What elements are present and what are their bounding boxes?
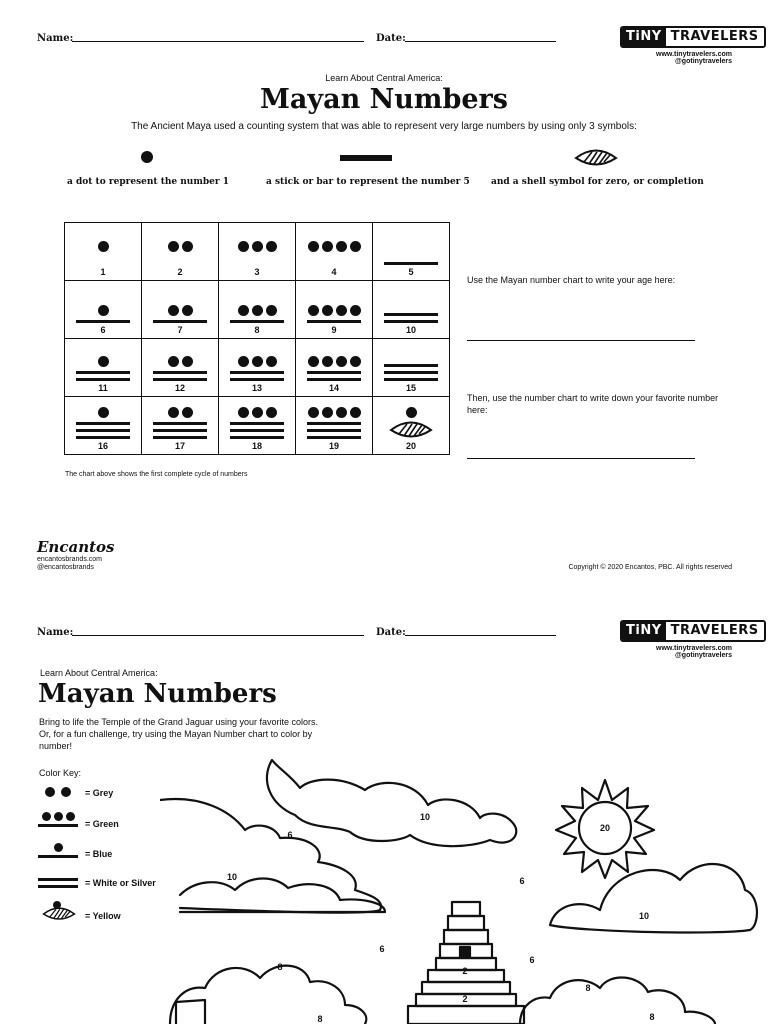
dot-icon — [350, 305, 361, 316]
temple — [408, 902, 524, 1024]
tiny-travelers-logo: TiNY TRAVELERS — [620, 620, 766, 642]
bar-icon — [153, 422, 207, 425]
bar-icon — [230, 378, 284, 381]
dot-icon — [406, 407, 417, 418]
chart-number-label: 16 — [97, 441, 108, 451]
bar-icon — [38, 855, 78, 858]
color-key-title: Color Key: — [39, 768, 82, 778]
bar-icon — [384, 313, 438, 316]
dot-icon — [322, 305, 333, 316]
bar-icon — [38, 885, 78, 888]
chart-cell — [142, 397, 219, 455]
brand-handle: @encantosbrands — [37, 564, 94, 571]
scene-number: 6 — [379, 944, 385, 954]
scene-number: 6 — [529, 955, 535, 965]
dot-symbol-label: a dot to represent the number 1 — [67, 177, 230, 187]
chart-cell — [65, 223, 142, 281]
mayan-numeral — [296, 347, 372, 383]
mayan-numeral — [65, 405, 141, 441]
cloud-lower-left — [180, 878, 385, 912]
chart-number-label: 3 — [254, 267, 260, 277]
dot-icon — [182, 407, 193, 418]
door-frame — [176, 1000, 205, 1024]
chart-number-label: 12 — [174, 383, 185, 393]
date-input-line[interactable] — [405, 635, 556, 636]
chart-caption: The chart above shows the first complete cycle of numbers — [65, 471, 248, 478]
dot-icon — [238, 407, 249, 418]
dot-icon — [252, 407, 263, 418]
bar-icon — [384, 262, 438, 265]
dot-symbol-icon — [141, 151, 153, 163]
dot-icon — [322, 407, 333, 418]
chart-number-label: 8 — [254, 325, 260, 335]
bar-symbol-label: a stick or bar to represent the number 5 — [266, 177, 470, 187]
bar-icon — [76, 436, 130, 439]
mayan-numeral — [296, 289, 372, 325]
bar-icon — [153, 429, 207, 432]
scene-number: 20 — [599, 823, 611, 833]
bar-icon — [230, 422, 284, 425]
shell-icon — [389, 419, 433, 441]
dot-icon — [336, 407, 347, 418]
dot-icon — [322, 241, 333, 252]
bar-icon — [153, 320, 207, 323]
mayan-numeral — [219, 231, 295, 267]
name-label: Name: — [37, 627, 74, 638]
bar-icon — [307, 422, 361, 425]
bar-icon — [384, 371, 438, 374]
chart-row — [65, 397, 450, 455]
dot-icon — [168, 407, 179, 418]
chart-number-label: 15 — [405, 383, 416, 393]
chart-cell — [373, 397, 450, 455]
dot-icon — [168, 241, 179, 252]
dot-icon — [61, 787, 71, 797]
age-prompt: Use the Mayan number chart to write your age here: — [467, 275, 676, 285]
chart-number-label: 1 — [100, 267, 106, 277]
dot-icon — [182, 241, 193, 252]
website-link[interactable]: www.tinytravelers.com — [656, 51, 732, 58]
chart-cell — [296, 339, 373, 397]
dot-icon — [308, 356, 319, 367]
dot-icon — [42, 812, 51, 821]
scene-number: 2 — [462, 966, 468, 976]
bar-icon — [76, 371, 130, 374]
favorite-number-answer-line[interactable] — [467, 458, 695, 459]
favorite-number-prompt: Then, use the number chart to write down your favorite number here: — [467, 393, 719, 415]
bar-icon — [230, 429, 284, 432]
shell-symbol-label: and a shell symbol for zero, or completion — [491, 177, 704, 187]
scene-number: 8 — [277, 962, 283, 972]
dot-icon — [45, 787, 55, 797]
dot-icon — [252, 305, 263, 316]
mayan-numeral — [142, 289, 218, 325]
dot-icon — [98, 407, 109, 418]
page-kicker: Learn About Central America: — [40, 668, 158, 678]
dot-icon — [98, 356, 109, 367]
bar-icon — [307, 378, 361, 381]
bar-icon — [76, 422, 130, 425]
mayan-numeral — [142, 405, 218, 441]
cloud-top — [267, 760, 516, 846]
chart-number-label: 13 — [251, 383, 262, 393]
mayan-numeral — [373, 289, 449, 325]
dot-icon — [182, 356, 193, 367]
chart-number-label: 18 — [251, 441, 262, 451]
bar-icon — [384, 364, 438, 367]
bar-icon — [230, 320, 284, 323]
dot-icon — [266, 356, 277, 367]
dot-icon — [336, 356, 347, 367]
chart-cell — [142, 339, 219, 397]
chart-cell — [65, 339, 142, 397]
encantos-logo: Encantos — [37, 538, 115, 556]
mayan-numeral — [65, 289, 141, 325]
chart-number-label: 4 — [331, 267, 337, 277]
dot-icon — [53, 901, 61, 909]
bar-icon — [230, 371, 284, 374]
bar-icon — [153, 378, 207, 381]
dot-icon — [252, 356, 263, 367]
name-label: Name: — [37, 33, 74, 44]
website-link[interactable]: www.tinytravelers.com — [656, 645, 732, 652]
dot-icon — [98, 305, 109, 316]
dot-icon — [168, 305, 179, 316]
dot-icon — [336, 305, 347, 316]
dot-icon — [98, 241, 109, 252]
mayan-numeral — [219, 405, 295, 441]
mayan-number-chart — [64, 222, 450, 455]
chart-cell — [219, 281, 296, 339]
scene-number: 8 — [317, 1014, 323, 1024]
scene-number: 10 — [419, 812, 431, 822]
page-title: Mayan Numbers — [38, 679, 277, 709]
intro-text: The Ancient Maya used a counting system that was able to represent very large numbers by using only 3 symbols: — [131, 121, 637, 132]
mayan-numeral — [373, 405, 449, 441]
mayan-numeral — [296, 405, 372, 441]
chart-number-label: 19 — [328, 441, 339, 451]
dot-icon — [238, 305, 249, 316]
social-handle: @gotinytravelers — [674, 58, 732, 65]
bar-icon — [307, 371, 361, 374]
dot-icon — [308, 241, 319, 252]
dot-icon — [182, 305, 193, 316]
chart-row — [65, 339, 450, 397]
date-label: Date: — [376, 33, 406, 44]
temple-coloring-scene[interactable] — [160, 750, 760, 1024]
intro-text: Bring to life the Temple of the Grand Jaguar using your favorite colors. Or, for a fun challenge, try using the Mayan Number chart to color by number! — [39, 717, 318, 751]
date-label: Date: — [376, 627, 406, 638]
bush-left — [170, 966, 366, 1024]
name-input-line[interactable] — [72, 41, 364, 42]
chart-number-label: 7 — [177, 325, 183, 335]
scene-number: 8 — [649, 1012, 655, 1022]
dot-icon — [350, 407, 361, 418]
dot-icon — [238, 241, 249, 252]
mayan-numeral — [296, 231, 372, 267]
dot-icon — [66, 812, 75, 821]
chart-row — [65, 281, 450, 339]
chart-number-label: 5 — [408, 267, 414, 277]
dot-icon — [322, 356, 333, 367]
scene-number: 6 — [519, 876, 525, 886]
chart-number-label: 9 — [331, 325, 337, 335]
scene-number: 8 — [585, 983, 591, 993]
bar-icon — [76, 320, 130, 323]
name-input-line[interactable] — [72, 635, 364, 636]
bar-icon — [384, 320, 438, 323]
dot-icon — [308, 407, 319, 418]
dot-icon — [238, 356, 249, 367]
copyright-text: Copyright © 2020 Encantos, PBC. All rights reserved — [568, 564, 732, 571]
bar-icon — [153, 436, 207, 439]
chart-cell — [373, 281, 450, 339]
bar-icon — [153, 371, 207, 374]
scene-number: 6 — [287, 830, 293, 840]
chart-cell — [219, 223, 296, 281]
bar-symbol-icon — [340, 155, 392, 161]
chart-cell — [142, 281, 219, 339]
mayan-numeral — [373, 231, 449, 267]
chart-cell — [296, 223, 373, 281]
bar-icon — [307, 320, 361, 323]
chart-cell — [65, 397, 142, 455]
date-input-line[interactable] — [405, 41, 556, 42]
cloud-left — [160, 799, 381, 913]
cloud-right — [550, 864, 757, 932]
scene-number: 2 — [462, 994, 468, 1004]
mayan-numeral — [219, 289, 295, 325]
chart-number-label: 11 — [98, 383, 108, 393]
mayan-numeral — [142, 347, 218, 383]
chart-cell — [219, 339, 296, 397]
dot-icon — [350, 356, 361, 367]
page-kicker: Learn About Central America: — [325, 73, 443, 83]
social-handle: @gotinytravelers — [674, 652, 732, 659]
chart-cell — [296, 281, 373, 339]
bar-icon — [307, 429, 361, 432]
dot-icon — [266, 305, 277, 316]
mayan-numeral — [65, 347, 141, 383]
bar-icon — [38, 824, 78, 827]
chart-number-label: 2 — [177, 267, 183, 277]
page-title: Mayan Numbers — [260, 84, 508, 115]
scene-number: 10 — [638, 911, 650, 921]
chart-cell — [373, 223, 450, 281]
shell-symbol-icon — [574, 147, 618, 169]
mayan-numeral — [219, 347, 295, 383]
mayan-numeral — [65, 231, 141, 267]
dot-icon — [54, 843, 63, 852]
dot-icon — [336, 241, 347, 252]
bar-icon — [76, 378, 130, 381]
chart-cell — [219, 397, 296, 455]
dot-icon — [168, 356, 179, 367]
scene-number: 10 — [226, 872, 238, 882]
dot-icon — [54, 812, 63, 821]
dot-icon — [266, 407, 277, 418]
chart-number-label: 10 — [405, 325, 416, 335]
chart-cell — [142, 223, 219, 281]
dot-icon — [350, 241, 361, 252]
tiny-travelers-logo: TiNY TRAVELERS — [620, 26, 766, 48]
bar-icon — [307, 436, 361, 439]
chart-cell — [373, 339, 450, 397]
chart-number-label: 14 — [328, 383, 339, 393]
bar-icon — [76, 429, 130, 432]
bar-icon — [384, 378, 438, 381]
chart-number-label: 6 — [100, 325, 106, 335]
dot-icon — [308, 305, 319, 316]
chart-number-label: 20 — [405, 441, 416, 451]
bar-icon — [38, 878, 78, 881]
chart-cell — [65, 281, 142, 339]
chart-cell — [296, 397, 373, 455]
chart-number-label: 17 — [174, 441, 185, 451]
bar-icon — [230, 436, 284, 439]
age-answer-line[interactable] — [467, 340, 695, 341]
brand-website[interactable]: encantosbrands.com — [37, 556, 102, 563]
chart-row — [65, 223, 450, 281]
mayan-numeral — [142, 231, 218, 267]
bush-right — [520, 977, 715, 1024]
dot-icon — [252, 241, 263, 252]
dot-icon — [266, 241, 277, 252]
mayan-numeral — [373, 347, 449, 383]
